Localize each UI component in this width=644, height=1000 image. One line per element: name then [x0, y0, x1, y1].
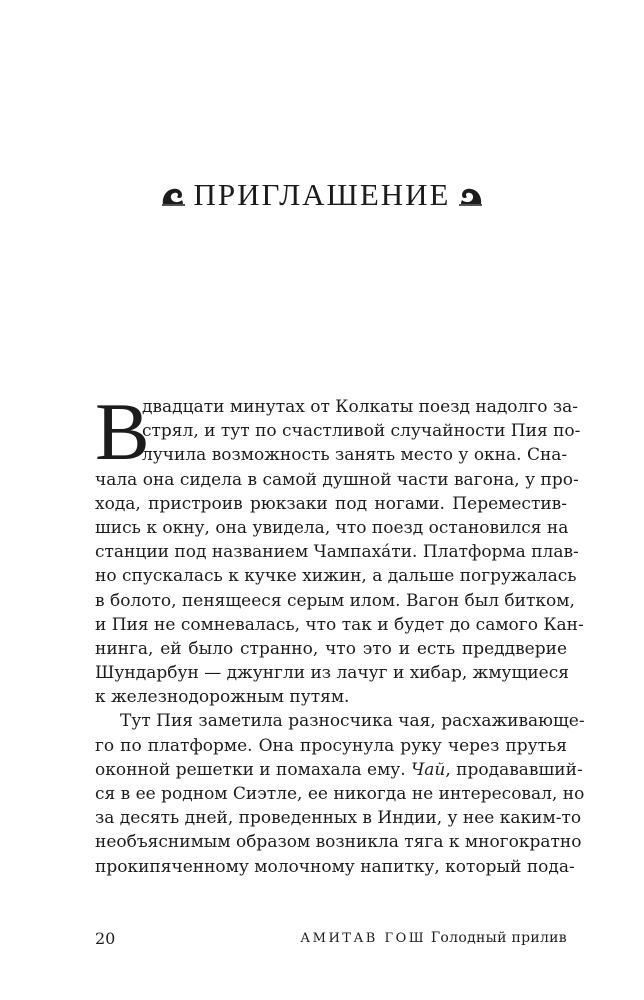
text-line: Тут Пия заметила разносчика чая, расхаживающе- — [120, 711, 585, 732]
text-line: и Пия не сомневалась, что так и будет до самого Кан- — [95, 614, 584, 635]
italic-word: Чай — [411, 759, 446, 780]
chapter-heading — [0, 177, 644, 213]
body-text — [95, 386, 585, 879]
text-line: двадцати минутах от Колкаты поезд надолго за- — [142, 397, 579, 417]
footer-book-title: Голодный прилив — [430, 930, 567, 946]
wave-ornament-icon — [458, 186, 483, 206]
page-number: 20 — [95, 929, 116, 948]
text-line: необъяснимым образом возникла тяга к многократно — [95, 832, 582, 853]
chapter-title: ПРИГЛАШЕНИЕ — [193, 177, 451, 212]
text-line: но спускалась к кучке хижин, а дальше погружалась — [95, 566, 577, 587]
text-line: шись к окну, она увидела, что поезд остановился на — [95, 517, 569, 538]
text-line: в болото, пенящееся серым илом. Вагон был битком, — [95, 590, 575, 611]
text-line: чала она сидела в самой душной части вагона, у про- — [95, 469, 579, 490]
text-line — [95, 758, 583, 782]
text-line: прокипяченному молочному напитку, который пода- — [95, 856, 575, 877]
text-line: хода, пристроив рюкзаки под ногами. Переместив- — [95, 493, 567, 514]
text-segment: оконной решетки и помахала ему. — [95, 759, 406, 780]
text-line: к железнодорожным путям. — [95, 687, 350, 708]
wave-ornament-icon — [161, 186, 186, 206]
text-line: го по платформе. Она просунула руку через прутья — [95, 735, 567, 756]
drop-cap: В — [95, 386, 150, 477]
text-line: за десять дней, проведенных в Индии, у нее каким-то — [95, 808, 582, 829]
text-line: лучила возможность занять место у окна. Сна- — [142, 445, 568, 466]
footer-author: АМИТАВ ГОШ — [300, 931, 427, 946]
text-line: ся в ее родном Сиэтле, ее никогда не интересовал, но — [95, 784, 585, 804]
text-line: станции под названием Чампаха́ти. Платформа плав- — [95, 542, 579, 563]
text-line: Шундарбун — джунгли из лачуг и хибар, жмущиеся — [95, 663, 569, 684]
text-line: нинга, ей было странно, что это и есть преддверие — [95, 638, 567, 659]
text-segment: , продававший- — [445, 759, 583, 780]
running-footer — [300, 930, 567, 946]
text-line: стрял, и тут по счастливой случайности Пия по- — [142, 421, 581, 442]
